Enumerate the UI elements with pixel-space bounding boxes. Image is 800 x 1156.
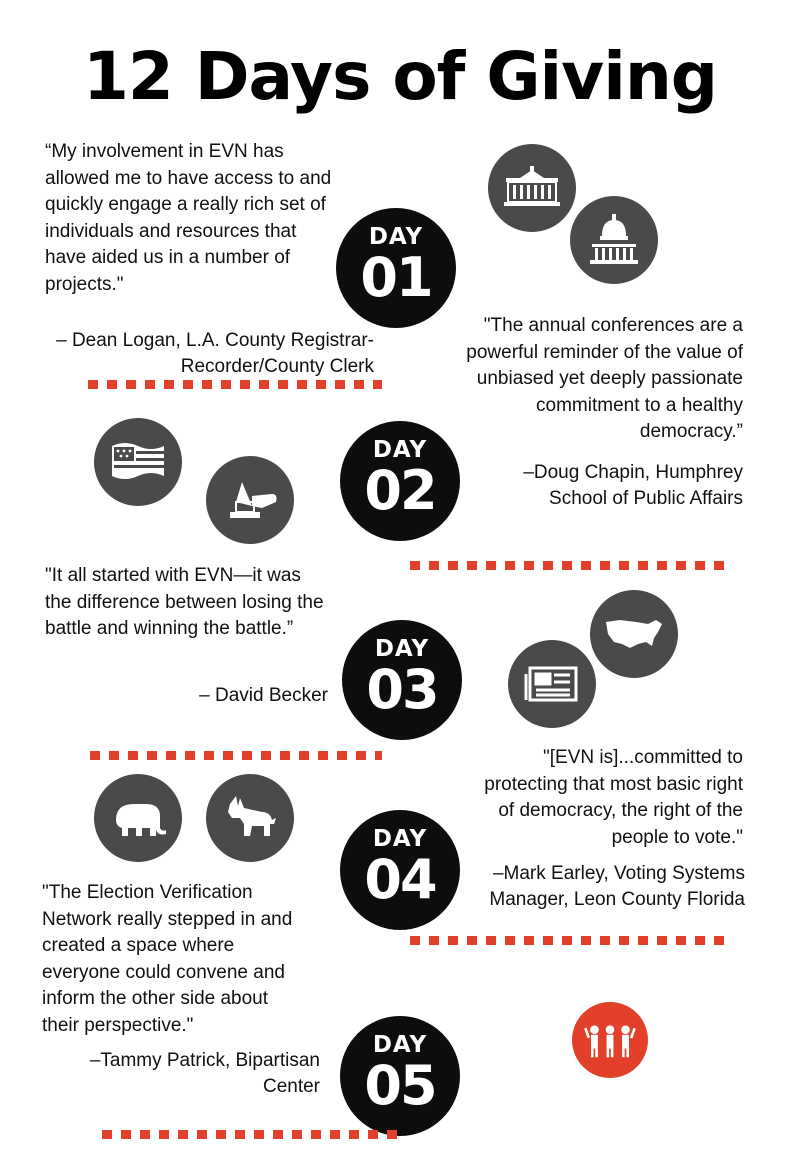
divider [90,751,382,760]
donkey-icon [206,774,294,862]
people-icon [572,1002,648,1078]
day-05-badge [340,1016,460,1136]
day-number: 02 [364,459,436,522]
divider [410,561,728,570]
page-title: 12 Days of Giving [82,38,718,115]
day-03-badge [342,620,462,740]
divider [88,380,382,389]
day-label: DAY [374,636,430,662]
quote-day-03: "It all started with EVN—it was the difference between losing the battle and winning the battle.” [45,565,324,639]
attribution-day-02: –Doug Chapin, Humphrey School of Public Affairs [523,462,743,509]
day-label: DAY [372,1032,428,1058]
divider [410,936,728,945]
day-label: DAY [372,826,428,852]
white-house-icon [488,144,576,232]
quote-day-02: "The annual conferences are a powerful reminder of the value of unbiased yet deeply passionate commitment to a healthy democracy.” [466,315,743,442]
day-label: DAY [372,437,428,463]
day-label: DAY [368,224,424,250]
attribution-day-01: – Dean Logan, L.A. County Registrar-Recorder/County Clerk [56,330,374,377]
day-number: 05 [364,1054,436,1117]
newspaper-icon [508,640,596,728]
quote-day-01: “My involvement in EVN has allowed me to have access to and quickly engage a really rich set of individuals and resources that have aided us in a number of projects." [45,141,332,295]
day-number: 01 [360,246,432,309]
flag-icon [94,418,182,506]
us-map-icon [590,590,678,678]
quote-day-05: "The Election Verification Network really stepped in and created a space where everyone could convene and inform the other side about their perspective." [42,882,293,1036]
day-number: 03 [366,658,438,721]
capitol-icon [570,196,658,284]
elephant-icon [94,774,182,862]
quote-day-04: "[EVN is]...committed to protecting that most basic right of democracy, the right of the people to vote." [484,747,743,848]
ballot-box-icon [206,456,294,544]
attribution-day-05: –Tammy Patrick, Bipartisan Center [89,1050,320,1097]
divider [102,1130,402,1139]
day-04-badge [340,810,460,930]
attribution-day-03: – David Becker [199,685,328,706]
day-02-badge [340,421,460,541]
day-number: 04 [364,848,436,911]
attribution-day-04: –Mark Earley, Voting Systems Manager, Leon County Florida [489,863,745,910]
day-01-badge [336,208,456,328]
